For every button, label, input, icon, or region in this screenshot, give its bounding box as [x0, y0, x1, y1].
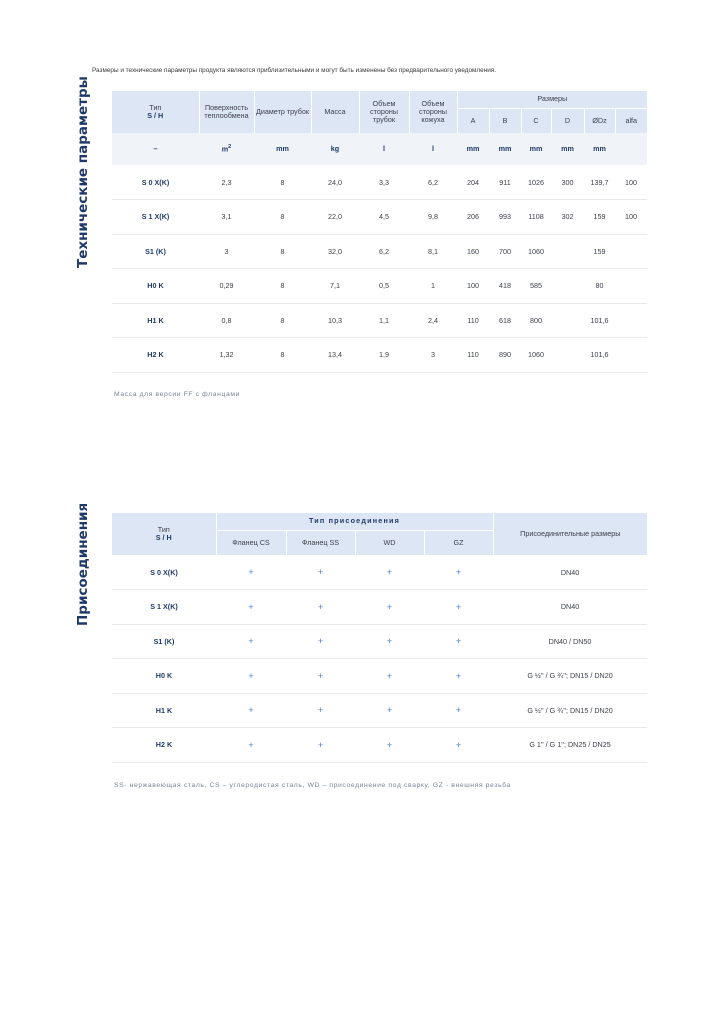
conn-header-type — [112, 513, 216, 555]
cell-surface: 0,8 — [199, 303, 254, 338]
table-row — [112, 303, 647, 338]
cell-dim-alfa — [615, 269, 647, 304]
cell-dim-b: 700 — [489, 234, 521, 269]
cell-sizes: DN40 — [493, 590, 647, 625]
cell-tube-diameter: 8 — [254, 165, 311, 200]
table-row — [112, 269, 647, 304]
cell-mass: 7,1 — [311, 269, 359, 304]
cell-sizes: DN40 / DN50 — [493, 624, 647, 659]
cell-type: H2 K — [112, 728, 216, 763]
unit-surface-base: m — [221, 144, 229, 154]
plus-mark: + — [317, 670, 324, 681]
table-row — [112, 555, 647, 590]
cell-volume-tube: 4,5 — [359, 200, 409, 235]
cell-flange-ss — [286, 624, 355, 659]
cell-type: S1 (K) — [112, 234, 199, 269]
cell-wd — [355, 590, 424, 625]
unit-type: – — [112, 133, 199, 165]
conn-header-type-label: Тип — [157, 524, 170, 534]
cell-dim-alfa — [615, 234, 647, 269]
cell-sizes: G ½'' / G ¾''; DN15 / DN20 — [493, 693, 647, 728]
cell-dim-a: 160 — [457, 234, 489, 269]
plus-mark: + — [455, 670, 462, 681]
plus-mark: + — [455, 705, 462, 716]
cell-dim-c: 1108 — [521, 200, 551, 235]
plus-mark: + — [248, 739, 254, 750]
cell-dim-b: 993 — [489, 200, 521, 235]
cell-volume-tube: 1,1 — [359, 303, 409, 338]
plus-mark: + — [386, 670, 393, 681]
cell-dim-alfa: 100 — [615, 200, 647, 235]
cell-flange-ss — [286, 659, 355, 694]
cell-tube-diameter: 8 — [254, 234, 311, 269]
header-surface: Поверхность теплообмена — [199, 91, 254, 133]
cell-dim-c: 1060 — [521, 338, 551, 373]
cell-type: H1 K — [112, 693, 216, 728]
cell-dim-a: 110 — [457, 303, 489, 338]
header-dim-d: D — [551, 108, 584, 133]
table-row — [112, 165, 647, 200]
cell-dim-dz: 101,6 — [584, 338, 615, 373]
cell-mass: 13,4 — [311, 338, 359, 373]
cell-dim-a: 206 — [457, 200, 489, 235]
plus-mark: + — [455, 739, 462, 750]
cell-type: S 0 X(K) — [112, 165, 199, 200]
plus-mark: + — [386, 636, 393, 647]
unit-mass: kg — [311, 133, 359, 165]
cell-volume-shell: 1 — [409, 269, 457, 304]
cell-volume-tube: 1,9 — [359, 338, 409, 373]
header-dim-alfa: alfa — [615, 108, 647, 133]
plus-mark: + — [248, 636, 254, 647]
table-row — [112, 234, 647, 269]
cell-dim-c: 585 — [521, 269, 551, 304]
table-row — [112, 693, 647, 728]
cell-gz — [424, 590, 493, 625]
tech-params-table — [112, 91, 647, 373]
connections-note: SS- нержавеющая сталь, CS – углеродистая сталь, WD – присоединение под сварку, GZ - внешняя резьба — [114, 782, 511, 789]
header-volume-shell: Объем стороны кожуха — [409, 91, 457, 133]
cell-type: S 0 X(K) — [112, 555, 216, 590]
cell-sizes: G 1'' / G 1''; DN25 / DN25 — [493, 728, 647, 763]
unit-dim-b: mm — [489, 133, 521, 165]
unit-vol-shell: l — [409, 133, 457, 165]
cell-type: H0 K — [112, 659, 216, 694]
cell-type: H2 K — [112, 338, 199, 373]
cell-dim-d — [551, 234, 584, 269]
cell-dim-b: 890 — [489, 338, 521, 373]
cell-surface: 1,32 — [199, 338, 254, 373]
plus-mark: + — [455, 567, 462, 577]
cell-flange-ss — [286, 728, 355, 763]
table-row — [112, 728, 647, 763]
cell-volume-shell: 2,4 — [409, 303, 457, 338]
cell-dim-b: 911 — [489, 165, 521, 200]
header-dim-dz: ØDz — [584, 108, 615, 133]
plus-mark: + — [317, 636, 324, 647]
cell-mass: 22,0 — [311, 200, 359, 235]
plus-mark: + — [386, 739, 393, 750]
cell-gz — [424, 693, 493, 728]
cell-flange-cs — [216, 693, 286, 728]
conn-header-flange-cs: Фланец CS — [216, 530, 286, 555]
cell-dim-d: 302 — [551, 200, 584, 235]
cell-tube-diameter: 8 — [254, 269, 311, 304]
unit-vol-tube: l — [359, 133, 409, 165]
cell-dim-a: 100 — [457, 269, 489, 304]
cell-dim-d: 300 — [551, 165, 584, 200]
cell-wd — [355, 624, 424, 659]
cell-dim-c: 1026 — [521, 165, 551, 200]
unit-dim-a: mm — [457, 133, 489, 165]
cell-flange-ss — [286, 555, 355, 590]
plus-mark: + — [248, 601, 254, 612]
plus-mark: + — [386, 567, 393, 577]
header-mass: Масса — [311, 91, 359, 133]
cell-gz — [424, 728, 493, 763]
conn-header-gz: GZ — [424, 530, 493, 555]
plus-mark: + — [317, 739, 324, 750]
plus-mark: + — [248, 567, 254, 577]
plus-mark: + — [317, 567, 324, 577]
header-dim-b: B — [489, 108, 521, 133]
cell-wd — [355, 693, 424, 728]
unit-dim-alfa — [615, 133, 647, 165]
conn-header-connection-type: Тип присоединения — [216, 513, 493, 530]
cell-mass: 24,0 — [311, 165, 359, 200]
cell-dim-c: 800 — [521, 303, 551, 338]
cell-dim-b: 618 — [489, 303, 521, 338]
cell-flange-cs — [216, 624, 286, 659]
cell-gz — [424, 624, 493, 659]
cell-dim-b: 418 — [489, 269, 521, 304]
cell-surface: 3 — [199, 234, 254, 269]
cell-dim-a: 110 — [457, 338, 489, 373]
cell-dim-dz: 159 — [584, 200, 615, 235]
cell-dim-c: 1060 — [521, 234, 551, 269]
cell-volume-tube: 3,3 — [359, 165, 409, 200]
cell-type: S1 (K) — [112, 624, 216, 659]
table-row — [112, 624, 647, 659]
cell-flange-ss — [286, 693, 355, 728]
unit-surface-sup: 2 — [228, 144, 232, 151]
header-type-label: Тип — [149, 102, 162, 112]
unit-tube: mm — [254, 133, 311, 165]
cell-tube-diameter: 8 — [254, 338, 311, 373]
disclaimer-text: Размеры и технические параметры продукта являются приблизительными и могут быть изменены без предварительного уведомления. — [92, 67, 497, 74]
plus-mark: + — [317, 705, 324, 716]
conn-header-flange-ss: Фланец SS — [286, 530, 355, 555]
cell-dim-alfa — [615, 303, 647, 338]
cell-surface: 2,3 — [199, 165, 254, 200]
header-type — [112, 91, 199, 133]
cell-tube-diameter: 8 — [254, 200, 311, 235]
cell-volume-tube: 0,5 — [359, 269, 409, 304]
plus-mark: + — [317, 601, 324, 612]
plus-mark: + — [248, 705, 254, 716]
unit-dim-d: mm — [551, 133, 584, 165]
connections-side-title: Присоединения — [75, 502, 91, 626]
conn-header-type-sub: S / H — [155, 533, 172, 542]
cell-dim-dz: 159 — [584, 234, 615, 269]
cell-wd — [355, 555, 424, 590]
cell-flange-cs — [216, 555, 286, 590]
table-row — [112, 200, 647, 235]
header-tube-diameter: Диаметр трубок — [254, 91, 311, 133]
cell-surface: 0,29 — [199, 269, 254, 304]
cell-flange-ss — [286, 590, 355, 625]
conn-header-sizes: Присоединительные размеры — [493, 513, 647, 555]
cell-volume-shell: 6,2 — [409, 165, 457, 200]
table-row — [112, 590, 647, 625]
cell-type: H1 K — [112, 303, 199, 338]
cell-sizes: G ½'' / G ¾''; DN15 / DN20 — [493, 659, 647, 694]
cell-mass: 32,0 — [311, 234, 359, 269]
cell-volume-shell: 3 — [409, 338, 457, 373]
cell-type: H0 K — [112, 269, 199, 304]
cell-type: S 1 X(K) — [112, 200, 199, 235]
plus-mark: + — [455, 636, 462, 647]
unit-surface — [199, 133, 254, 165]
cell-wd — [355, 728, 424, 763]
unit-dim-c: mm — [521, 133, 551, 165]
cell-dim-a: 204 — [457, 165, 489, 200]
cell-dim-d — [551, 338, 584, 373]
cell-dim-alfa — [615, 338, 647, 373]
cell-tube-diameter: 8 — [254, 303, 311, 338]
unit-dim-dz: mm — [584, 133, 615, 165]
header-dim-c: C — [521, 108, 551, 133]
cell-dim-d — [551, 303, 584, 338]
cell-volume-shell: 9,8 — [409, 200, 457, 235]
cell-flange-cs — [216, 659, 286, 694]
cell-volume-shell: 8,1 — [409, 234, 457, 269]
table-row — [112, 338, 647, 373]
cell-mass: 10,3 — [311, 303, 359, 338]
table-row — [112, 659, 647, 694]
header-volume-tube: Объем стороны трубок — [359, 91, 409, 133]
cell-type: S 1 X(K) — [112, 590, 216, 625]
cell-dim-dz: 101,6 — [584, 303, 615, 338]
cell-dim-alfa: 100 — [615, 165, 647, 200]
cell-dim-dz: 80 — [584, 269, 615, 304]
plus-mark: + — [248, 670, 254, 681]
cell-dim-d — [551, 269, 584, 304]
header-type-sub: S / H — [147, 111, 164, 120]
plus-mark: + — [386, 705, 393, 716]
cell-dim-dz: 139,7 — [584, 165, 615, 200]
cell-surface: 3,1 — [199, 200, 254, 235]
plus-mark: + — [455, 601, 462, 612]
conn-header-wd: WD — [355, 530, 424, 555]
cell-flange-cs — [216, 590, 286, 625]
tech-params-side-title: Технические параметры — [75, 76, 91, 268]
cell-gz — [424, 659, 493, 694]
connections-table — [112, 513, 647, 763]
header-dimensions: Размеры — [457, 91, 647, 108]
cell-volume-tube: 6,2 — [359, 234, 409, 269]
cell-flange-cs — [216, 728, 286, 763]
header-dim-a: A — [457, 108, 489, 133]
cell-wd — [355, 659, 424, 694]
cell-gz — [424, 555, 493, 590]
tech-note: Масса для версии FF с фланцами — [114, 391, 241, 398]
cell-sizes: DN40 — [493, 555, 647, 590]
plus-mark: + — [386, 601, 393, 612]
